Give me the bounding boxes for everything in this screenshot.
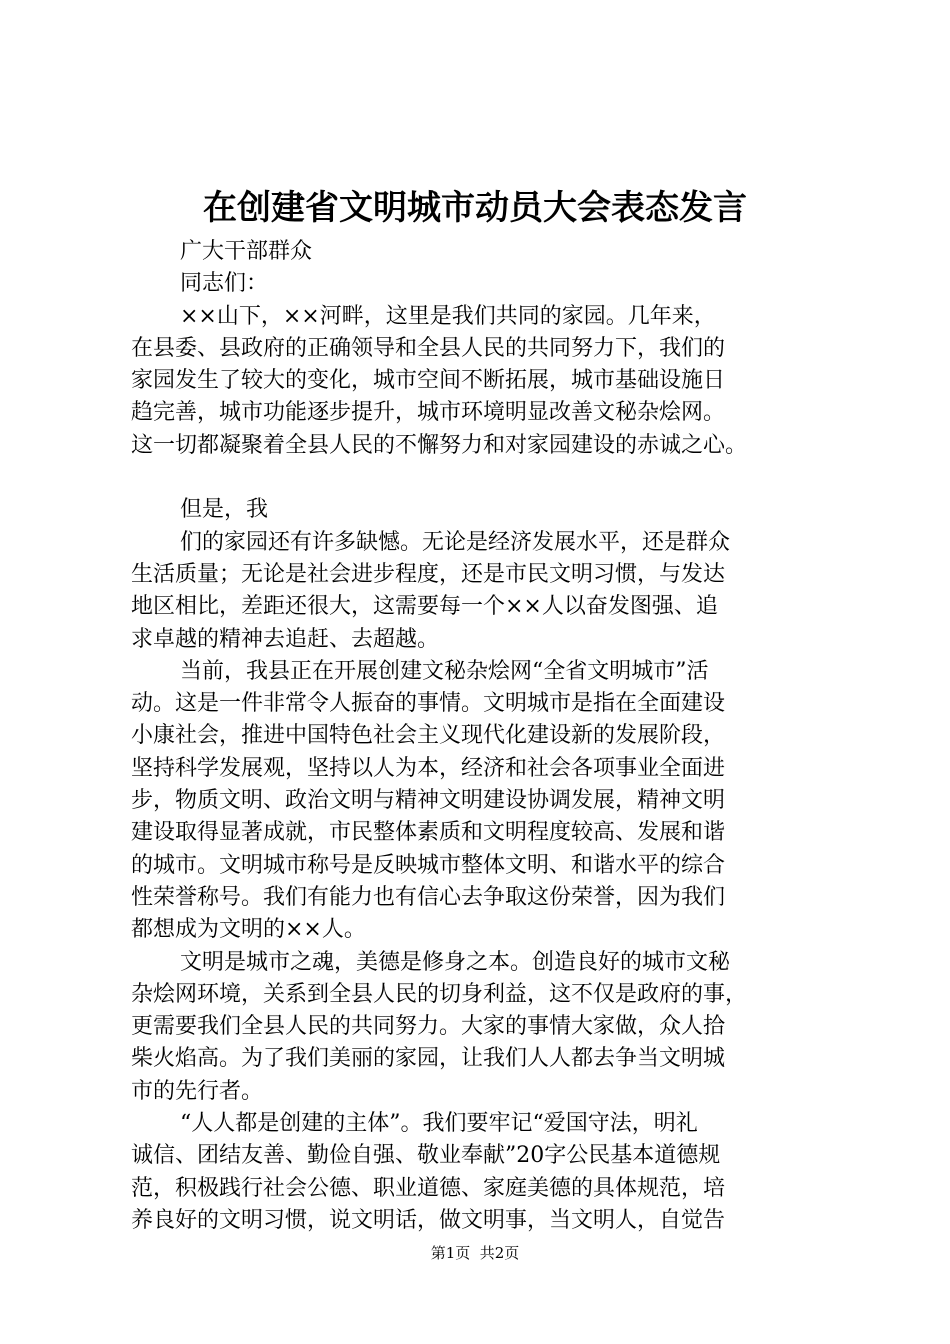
paragraph-line: 当前，我县正在开展创建文秘杂烩网“全省文明城市”活 <box>180 658 709 684</box>
document-body <box>131 236 831 1237</box>
page-number-footer: 第1页 共2页 <box>430 1244 520 1262</box>
salutation-line: 同志们： <box>180 271 269 297</box>
paragraph-line: 在县委、县政府的正确领导和全县人民的共同努力下，我们的 <box>131 335 726 361</box>
paragraph-line: 坚持科学发展观，坚持以人为本，经济和社会各项事业全面进 <box>131 755 726 781</box>
paragraph-line: 求卓越的精神去追赶、去超越。 <box>131 626 440 652</box>
paragraph-line: 建设取得显著成就，市民整体素质和文明程度较高、发展和谐 <box>131 820 726 846</box>
blank-line <box>131 462 831 494</box>
paragraph-line: 杂烩网环境，关系到全县人民的切身利益，这不仅是政府的事， <box>131 981 748 1007</box>
paragraph-line: 这一切都凝聚着全县人民的不懈努力和对家园建设的赤诚之心。 <box>131 432 748 458</box>
paragraph-line: “人人都是创建的主体”。我们要牢记“爱国守法，明礼 <box>180 1111 698 1137</box>
paragraph-line: 的城市。文明城市称号是反映城市整体文明、和谐水平的综合 <box>131 852 726 878</box>
paragraph-line: 们的家园还有许多缺憾。无论是经济发展水平，还是群众 <box>180 529 731 555</box>
paragraph-line: 市的先行者。 <box>131 1078 264 1104</box>
paragraph-line: 柴火焰高。为了我们美丽的家园，让我们人人都去争当文明城 <box>131 1046 726 1072</box>
paragraph-line: 都想成为文明的××人。 <box>131 917 366 943</box>
paragraph-line: 趋完善，城市功能逐步提升，城市环境明显改善文秘杂烩网。 <box>131 400 726 426</box>
paragraph-line: 性荣誉称号。我们有能力也有信心去争取这份荣誉，因为我们 <box>131 884 726 910</box>
paragraph-line: 范，积极践行社会公德、职业道德、家庭美德的具体规范，培 <box>131 1175 726 1201</box>
paragraph-line: ××山下，××河畔，这里是我们共同的家园。几年来， <box>180 303 716 329</box>
paragraph-line: 生活质量；无论是社会进步程度，还是市民文明习惯，与发达 <box>131 561 726 587</box>
document-title: 在创建省文明城市动员大会表态发言 <box>203 188 747 228</box>
paragraph-line: 家园发生了较大的变化，城市空间不断拓展，城市基础设施日 <box>131 368 726 394</box>
paragraph-line: 动。这是一件非常令人振奋的事情。文明城市是指在全面建设 <box>131 691 726 717</box>
paragraph-line: 养良好的文明习惯，说文明话，做文明事，当文明人，自觉告 <box>131 1207 726 1233</box>
salutation-line: 广大干部群众 <box>180 239 313 264</box>
paragraph-line: 诚信、团结友善、勤俭自强、敬业奉献”20字公民基本道德规 <box>131 1143 721 1169</box>
paragraph-line: 更需要我们全县人民的共同努力。大家的事情大家做，众人拾 <box>131 1014 726 1040</box>
paragraph-line: 但是，我 <box>180 497 269 523</box>
paragraph-line: 地区相比，差距还很大，这需要每一个××人以奋发图强、追 <box>131 594 718 620</box>
paragraph-line: 步，物质文明、政治文明与精神文明建设协调发展，精神文明 <box>131 788 726 814</box>
paragraph-line: 小康社会，推进中国特色社会主义现代化建设新的发展阶段， <box>131 723 726 749</box>
paragraph-line: 文明是城市之魂，美德是修身之本。创造良好的城市文秘 <box>180 949 731 975</box>
